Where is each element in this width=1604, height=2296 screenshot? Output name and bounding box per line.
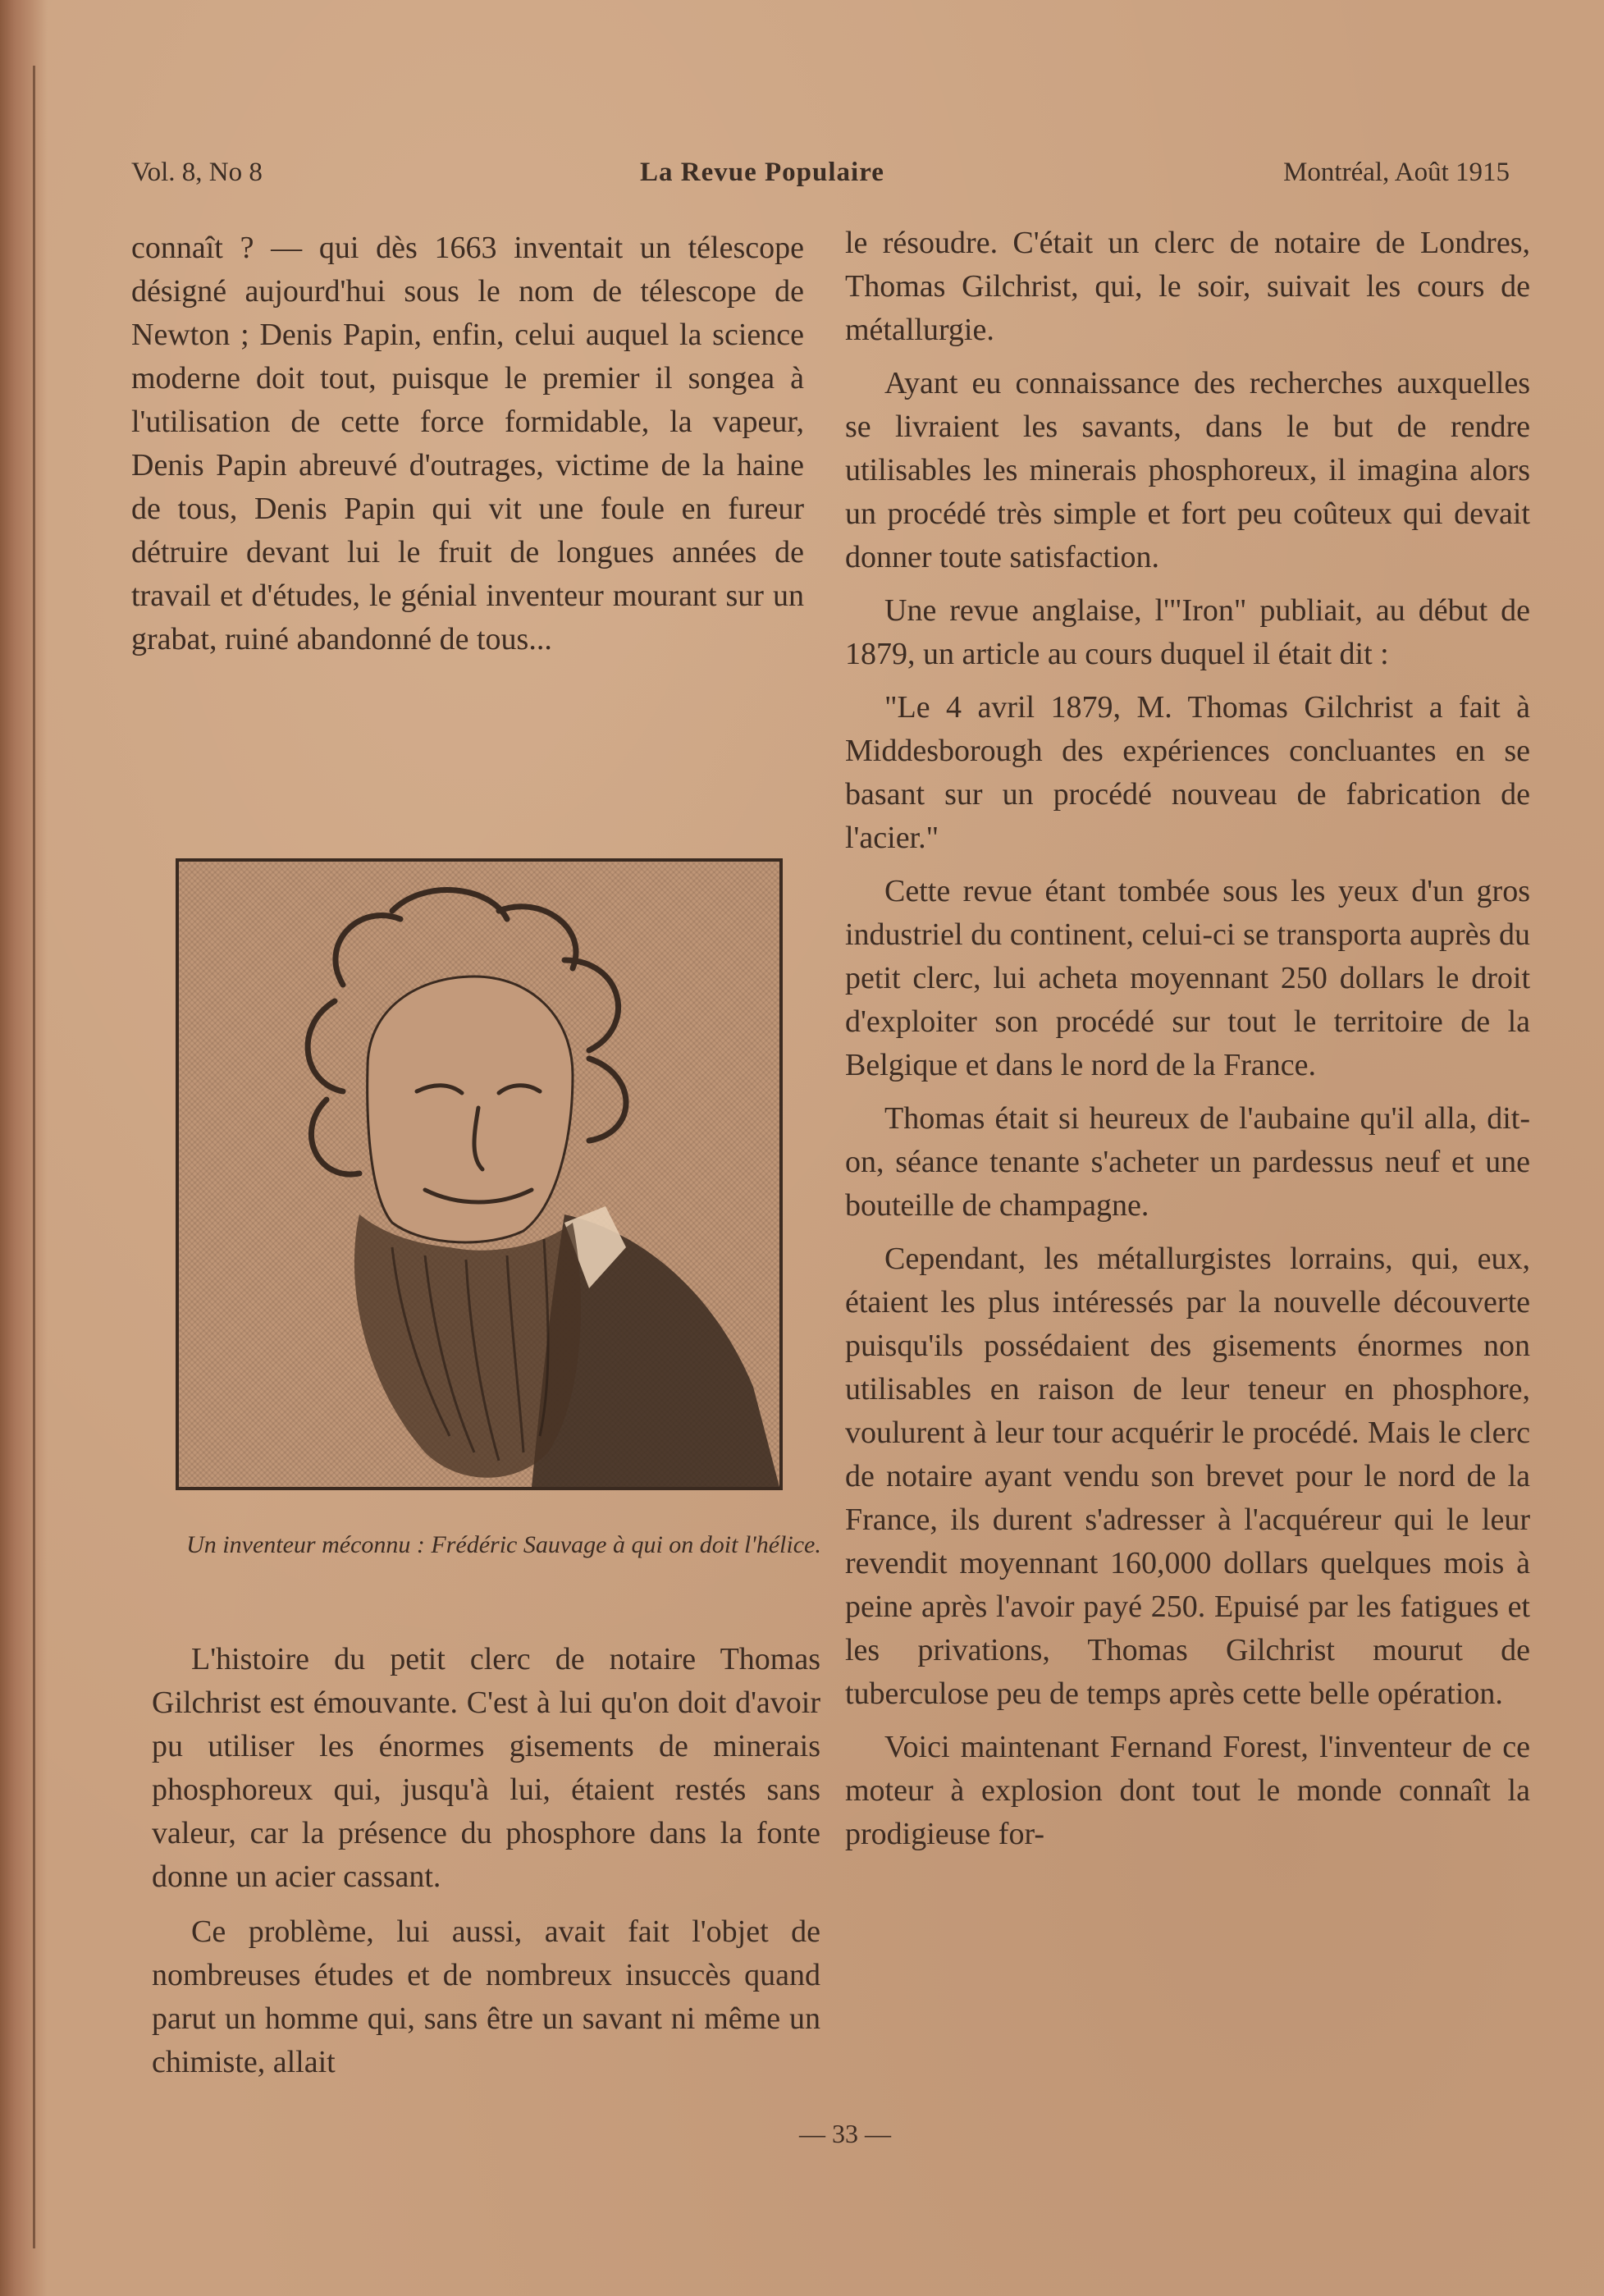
header-volume: Vol. 8, No 8 [131,158,263,187]
engraved-portrait-image [179,862,779,1487]
figure-caption: Un inventeur méconnu : Frédéric Sauvage à qui on doit l'hélice. [186,1531,821,1558]
paragraph: connaît ? — qui dès 1663 inventait un télescope désigné aujourd'hui sous le nom de télescope de Newton ; Denis Papin, enfin, celui auquel la science moderne doit tout, puisque le premier il songea à l'utilisation de cette force formidable, la vapeur, Denis Papin abreuvé d'outrages, victime de la haine de tous, Denis Papin qui vit une foule en fureur détruire devant lui le fruit de longues années de travail et d'études, le génial inventeur mourant sur un grabat, ruiné abandonné de tous... [131,231,804,656]
page-number: — 33 — [799,2119,891,2148]
page-binding-edge [0,0,48,2296]
running-header [131,158,1510,194]
portrait-illustration [176,858,783,1490]
paragraph: Cependant, les métallurgistes lorrains, qui, eux, étaient les plus intéressés par la nouvelle découverte puisqu'ils possédaient des gisements énormes non utilisables en raison de leur teneur en phosphore, voulurent à leur tour acquérir le procédé. Mais le clerc de notaire ayant vendu son brevet pour le nord de la France, ils durent s'adresser à l'acquéreur qui le leur revendit moyennant 160,000 dollars quelques mois à peine après l'avoir payé 250. Epuisé par les fatigues et les privations, Thomas Gilchrist mourut de tuberculose peu de temps après cette belle opération. [845,1242,1530,1711]
paragraph: L'histoire du petit clerc de notaire Thomas Gilchrist est émouvante. C'est à lui qu'on doit d'avoir pu utiliser les énormes gisements de minerais phosphoreux qui, jusqu'à lui, étaient restés sans valeur, car la présence du phosphore dans la fonte donne un acier cassant. [152,1642,820,1894]
paragraph: Thomas était si heureux de l'aubaine qu'il alla, dit-on, séance tenante s'acheter un pardessus neuf et une bouteille de champagne. [845,1101,1530,1223]
right-column [845,222,1530,1856]
binding-fold-line [33,66,35,2248]
paragraph: le résoudre. C'était un clerc de notaire de Londres, Thomas Gilchrist, qui, le soir, suivait les cours de métallurgie. [845,226,1530,347]
paragraph: Ayant eu connaissance des recherches auxquelles se livraient les savants, dans le but de rendre utilisables les minerais phosphoreux, il imagina alors un procédé très simple et fort peu coûteux qui devait donner toute satisfaction. [845,366,1530,574]
paragraph: Voici maintenant Fernand Forest, l'inventeur de ce moteur à explosion dont tout le monde connaît la prodigieuse for- [845,1730,1530,1851]
quotation-paragraph: "Le 4 avril 1879, M. Thomas Gilchrist a fait à Middesborough des expériences concluantes en se basant sur un procédé nouveau de fabrication de l'acier." [845,690,1530,855]
paragraph: Une revue anglaise, l'"Iron" publiait, au début de 1879, un article au cours duquel il était dit : [845,593,1530,671]
header-place-date: Montréal, Août 1915 [1283,158,1510,187]
header-journal-title: La Revue Populaire [640,158,884,187]
paragraph: Cette revue étant tombée sous les yeux d'un gros industriel du continent, celui-ci se transporta auprès du petit clerc, lui acheta moyennant 250 dollars le droit d'exploiter son procédé sur tout le territoire de la Belgique et dans le nord de la France. [845,874,1530,1082]
paragraph: Ce problème, lui aussi, avait fait l'objet de nombreuses études et de nombreux insuccès quand parut un homme qui, sans être un savant ni même un chimiste, allait [152,1914,820,2079]
left-column-bottom [152,1638,820,2084]
left-column-top [131,226,804,661]
